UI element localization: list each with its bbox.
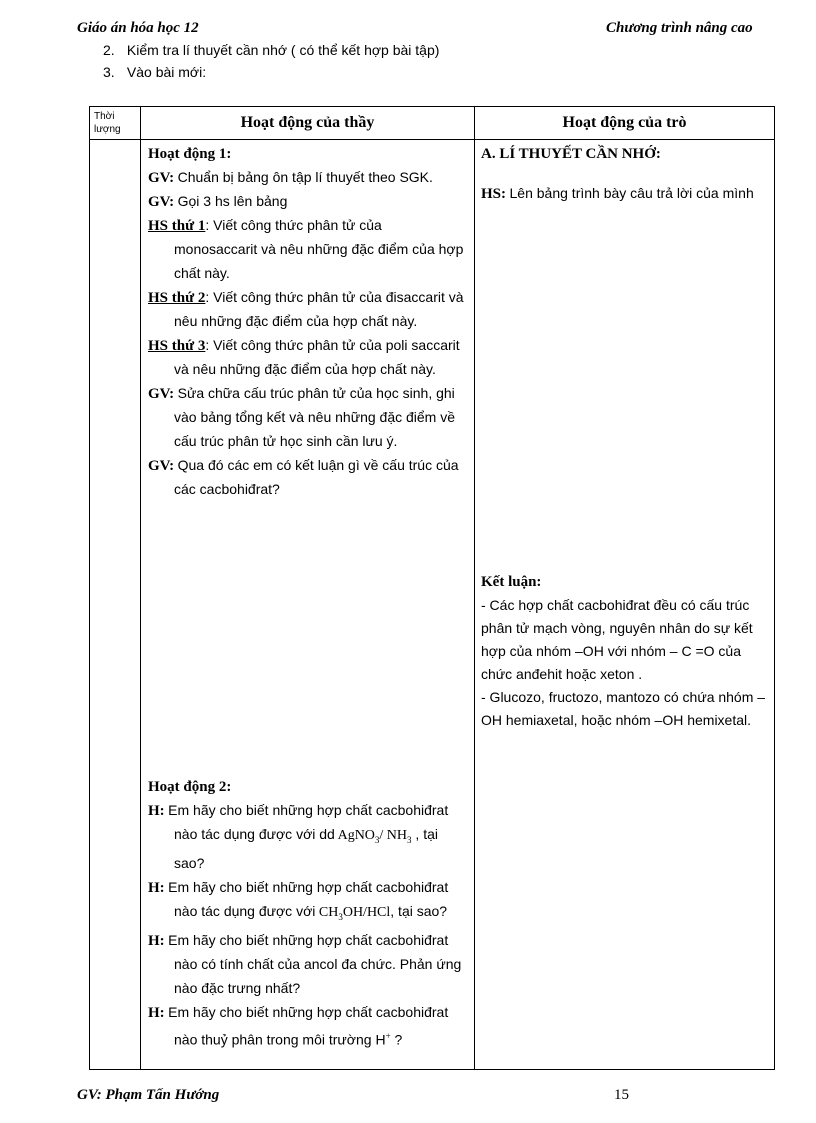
col-time-line2: lượng <box>94 124 121 135</box>
col-time-header <box>90 107 141 140</box>
hs-text: Viết công thức phân tử của poli saccarit và nêu những đặc điểm của hợp chất này. <box>174 337 460 377</box>
question-label: H: <box>148 803 165 819</box>
hs-text: Viết công thức phân tử của đisaccarit và nêu những đặc điểm của hợp chất này. <box>174 289 464 329</box>
question-text: Em hãy cho biết những hợp chất cacbohiđrat nào có tính chất của ancol đa chức. Phản ứng nào đặc trưng nhất? <box>168 931 462 996</box>
gv-text: Chuẩn bị bảng ôn tập lí thuyết theo SGK. <box>177 169 433 185</box>
gv-text: Gọi 3 hs lên bảng <box>177 193 288 209</box>
intro-text: Kiểm tra lí thuyết cần nhớ ( có thể kết hợp bài tập) <box>126 42 440 58</box>
question-label: H: <box>148 1004 165 1021</box>
hs-text: Viết công thức phân tử của monosaccarit và nêu những đặc điểm của hợp chất này. <box>174 217 464 281</box>
question-text: Em hãy cho biết những hợp chất cacbohiđrat nào thuỷ phân trong môi trường H <box>168 1003 449 1048</box>
intro-item <box>103 42 439 58</box>
col-teacher-header: Hoạt động của thầy <box>141 107 475 140</box>
col-student-header: Hoạt động của trò <box>475 107 775 140</box>
gv-label: GV: <box>148 458 175 474</box>
intro-number: 3. <box>103 64 115 80</box>
gv-label: GV: <box>148 170 175 186</box>
conclusion-block <box>481 571 769 732</box>
header-program: Chương trình nâng cao <box>606 20 753 36</box>
hs-answer-text: Lên bảng trình bày câu trả lời của mình <box>509 185 754 201</box>
formula: AgNO$_3$/ $NH_3$ <box>337 828 412 845</box>
lesson-table <box>89 106 775 1070</box>
activity-1-block: Hoạt động 1: GV: Chuẩn bị bảng ôn tập lí thuyết theo SGK. GV: Gọi 3 hs lên bảng HS thứ 1: Viết công thức phân tử của monosaccarit và nêu những đặc điểm của hợp chất này. HS thứ 2: Viết công thức phân tử của đisaccarit và nêu những đặc điểm của hợp chất này. HS thứ 3: Viết công thức phân tử của poli saccarit và nêu những đặc điểm của hợp chất này. GV: Sửa chữa cấu trúc phân tử của học sinh, ghi vào bảng tổng kết và nêu những đặc điểm về cấu trúc phân tử học sinh cần lưu ý. GV: Qua đó các em có kết luận gì về cấu trúc của các cacbohiđrat? <box>148 146 464 497</box>
hs-label: HS: <box>481 186 507 202</box>
gv-text: Qua đó các em có kết luận gì về cấu trúc của các cacbohiđrat? <box>174 457 459 497</box>
col-time-line1: Thời <box>94 111 115 122</box>
header-title: Giáo án hóa học 12 <box>77 20 199 36</box>
hs-label: HS thứ 1 <box>148 218 206 234</box>
hs-label: HS thứ 3 <box>148 338 206 354</box>
conclusion-point: - Glucozo, fructozo, mantozo có chứa nhóm –OH hemiaxetal, hoặc nhóm –OH hemixetal. <box>481 689 766 728</box>
student-cell <box>475 140 775 1070</box>
formula: $CH_3OH$/HCl <box>318 904 391 922</box>
question-label: H: <box>148 932 165 949</box>
conclusion-point: - Các hợp chất cacbohiđrat đều có cấu trúc phân tử mạch vòng, nguyên nhân do sự kết hợp của nhóm –OH với nhóm – C =O của chức anđehit hoặc xeton . <box>481 597 753 682</box>
conclusion-title: Kết luận: <box>481 574 542 590</box>
gv-label: GV: <box>148 194 175 210</box>
page-number: 15 <box>614 1087 629 1103</box>
question-text: Em hãy cho biết những hợp chất cacbohiđrat nào tác dụng được với <box>168 878 449 919</box>
theory-block <box>481 143 769 206</box>
time-cell <box>90 140 141 1070</box>
intro-number: 2. <box>103 42 115 58</box>
gv-text: Sửa chữa cấu trúc phân tử của học sinh, ghi vào bảng tổng kết và nêu những đặc điểm về cấu trúc phân tử học sinh cần lưu ý. <box>174 385 456 449</box>
activity-2-title: Hoạt động 2: <box>148 779 232 795</box>
section-a-title: A. LÍ THUYẾT CẦN NHỚ: <box>481 146 661 162</box>
gv-label: GV: <box>148 386 175 402</box>
footer-author: GV: Phạm Tấn Hướng <box>77 1087 220 1103</box>
teacher-cell <box>141 140 475 1070</box>
question-label: H: <box>148 879 165 896</box>
question-text: Em hãy cho biết những hợp chất cacbohiđrat nào tác dụng được với dd <box>168 802 449 842</box>
intro-text: Vào bài mới: <box>126 64 207 80</box>
intro-item <box>103 64 206 80</box>
activity-1-title: Hoạt động 1: <box>148 146 232 162</box>
activity-2-block: Hoạt động 2: H: Em hãy cho biết những hợp chất cacbohiđrat nào tác dụng được với dd AgNO$_3$/ $NH_3$ , tại sao? H: Em hãy cho biết những hợp chất cacbohiđrat nào tác dụng được với $CH_3OH$/HCl, tại sao? H: Em hãy cho biết những hợp chất cacbohiđrat nào có tính chất của ancol đa chức. Phản ứng nào đặc trưng nhất? H: Em hãy cho biết những hợp chất cacbohiđrat nào thuỷ phân trong môi trường H+ ? <box>148 779 462 1048</box>
hs-label: HS thứ 2 <box>148 290 206 306</box>
